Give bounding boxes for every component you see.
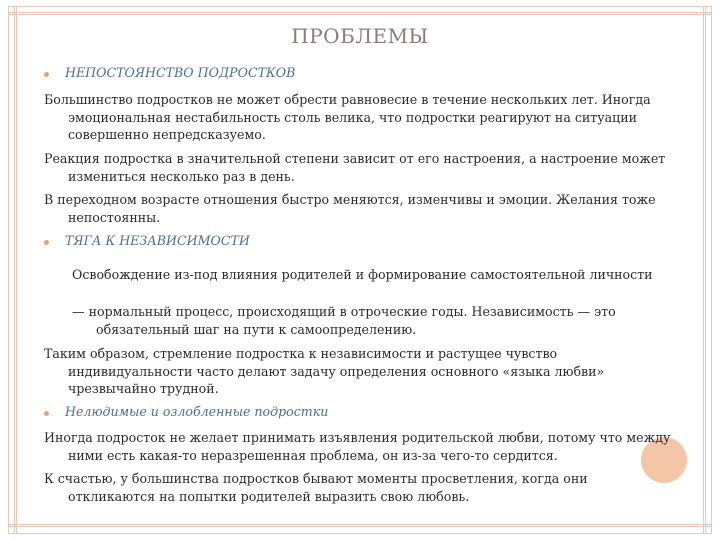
frame-rule-left <box>14 6 17 534</box>
paragraph: Освобождение из-под влияния родителей и формирование самостоятельной личности <box>72 267 653 282</box>
section-heading-instability: НЕПОСТОЯНСТВО ПОДРОСТКОВ <box>65 65 296 80</box>
bullet-icon <box>44 72 49 77</box>
paragraph: К счастью, у большинства подростков бывают моменты просветления, когда они откликаются на попытки родителей выразить свою любовь. <box>44 471 588 504</box>
paragraph: Таким образом, стремление подростка к независимости и растущее чувство индивидуальности часто делают задачу определения основного «языка любви» чрезвычайно трудной. <box>44 346 605 396</box>
section-heading-independence: ТЯГА К НЕЗАВИСИМОСТИ <box>65 233 250 248</box>
section-heading-withdrawn: Нелюдимые и озлобленные подростки <box>65 404 329 419</box>
bullet-icon <box>44 240 49 245</box>
frame-rule-right <box>703 6 706 534</box>
paragraph: В переходном возрасте отношения быстро меняются, изменчивы и эмоции. Желания тоже непостоянны. <box>44 192 656 225</box>
paragraph: Реакция подростка в значительной степени зависит от его настроения, а настроение может измениться несколько раз в день. <box>44 151 666 184</box>
paragraph: — нормальный процесс, происходящий в отроческие годы. Независимость — это обязательный шаг на пути к самоопределению. <box>72 304 616 337</box>
paragraph: Большинство подростков не может обрести равновесие в течение нескольких лет. Иногда эмоциональная нестабильность столь велика, что подростки реагируют на ситуации совершенно непредсказуемо. <box>44 92 651 142</box>
slide-title: ПРОБЛЕМЫ <box>291 24 429 48</box>
frame-rule-top <box>8 12 712 15</box>
bullet-icon <box>44 411 49 416</box>
frame-rule-bottom <box>8 524 712 527</box>
paragraph: Иногда подросток не желает принимать изъявления родительской любви, потому что между ними есть какая-то неразрешенная проблема, он из-за чего-то сердится. <box>44 430 671 463</box>
